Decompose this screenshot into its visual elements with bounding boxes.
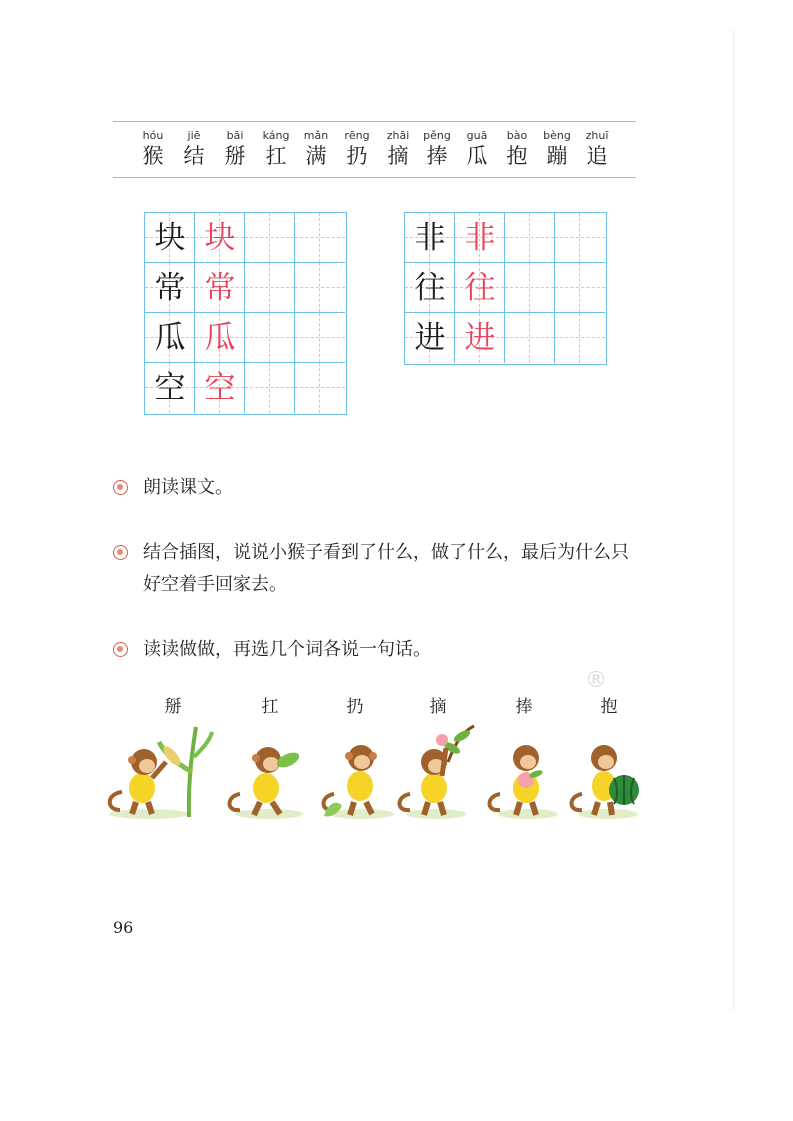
pinyin: pěng <box>423 129 451 142</box>
hanzi: 蹦 <box>546 144 568 168</box>
grid-square <box>245 363 295 413</box>
grid-square <box>555 313 605 363</box>
trace-character: 空 <box>204 370 236 406</box>
hanzi: 追 <box>586 144 608 168</box>
pinyin: bào <box>506 129 528 142</box>
pinyin: zhuī <box>585 129 609 142</box>
pinyin: hóu <box>142 129 164 142</box>
monkey-holding-peach-illustration <box>484 722 569 822</box>
hanzi: 抱 <box>506 144 528 168</box>
trace-character: 常 <box>204 270 236 306</box>
hanzi: 扛 <box>265 144 287 168</box>
flower-bullet-icon <box>113 545 128 560</box>
grid-square <box>195 263 245 313</box>
registered-mark: ® <box>585 668 607 693</box>
exercise-item <box>113 634 653 666</box>
monkey-carrying-corn-illustration <box>224 722 314 822</box>
grid-square <box>195 313 245 363</box>
hanzi: 掰 <box>224 144 246 168</box>
hanzi: 捧 <box>426 144 448 168</box>
char-cell <box>296 122 336 168</box>
model-character: 进 <box>414 320 446 356</box>
grid-square <box>145 313 195 363</box>
writing-grid-left <box>144 212 347 415</box>
grid-square <box>455 263 505 313</box>
grid-square <box>455 313 505 363</box>
grid-square <box>295 263 345 313</box>
char-cell <box>497 122 537 168</box>
trace-character: 往 <box>464 270 496 306</box>
model-character: 瓜 <box>154 320 186 356</box>
grid-square <box>505 213 555 263</box>
grid-square <box>295 313 345 363</box>
new-characters-band <box>113 121 636 178</box>
pinyin: guā <box>466 129 488 142</box>
exercise-item <box>113 537 633 601</box>
grid-square <box>405 313 455 363</box>
char-cell <box>457 122 497 168</box>
char-cell <box>417 122 457 168</box>
monkey-throwing-corn-illustration <box>314 722 404 822</box>
hanzi: 猴 <box>142 144 164 168</box>
grid-square <box>555 213 605 263</box>
char-cell <box>215 122 255 168</box>
monkey-hugging-watermelon-illustration <box>568 722 648 822</box>
char-cell <box>378 122 418 168</box>
char-cell <box>537 122 577 168</box>
verb-label: 摘 <box>429 697 447 717</box>
pinyin: káng <box>262 129 290 142</box>
grid-square <box>145 213 195 263</box>
pinyin: mǎn <box>303 129 329 142</box>
trace-character: 进 <box>464 320 496 356</box>
grid-square <box>555 263 605 313</box>
pinyin: rēng <box>344 129 370 142</box>
flower-bullet-icon <box>113 642 128 657</box>
monkey-picking-peach-illustration <box>396 722 481 822</box>
char-cell <box>174 122 214 168</box>
grid-square <box>405 213 455 263</box>
model-character: 常 <box>154 270 186 306</box>
exercise-item <box>113 472 653 504</box>
grid-square <box>295 363 345 413</box>
grid-square <box>195 213 245 263</box>
trace-character: 瓜 <box>204 320 236 356</box>
verb-label: 扔 <box>346 697 364 717</box>
char-cell <box>133 122 173 168</box>
hanzi: 瓜 <box>466 144 488 168</box>
grid-square <box>145 263 195 313</box>
hanzi: 摘 <box>387 144 409 168</box>
pinyin: zhāi <box>386 129 410 142</box>
hanzi: 扔 <box>346 144 368 168</box>
exercise-text: 朗读课文。 <box>143 477 233 498</box>
verb-label: 掰 <box>164 697 182 717</box>
page-number: 96 <box>113 918 134 937</box>
grid-square <box>245 263 295 313</box>
flower-bullet-icon <box>113 480 128 495</box>
grid-square <box>145 363 195 413</box>
model-character: 往 <box>414 270 446 306</box>
pinyin: bāi <box>226 129 244 142</box>
page-edge-divider <box>733 30 734 1010</box>
char-cell <box>337 122 377 168</box>
grid-square <box>505 263 555 313</box>
grid-square <box>505 313 555 363</box>
char-cell <box>577 122 617 168</box>
hanzi: 满 <box>305 144 327 168</box>
model-character: 非 <box>414 220 446 256</box>
verb-label: 捧 <box>515 697 533 717</box>
grid-square <box>245 313 295 363</box>
grid-square <box>455 213 505 263</box>
model-character: 空 <box>154 370 186 406</box>
pinyin: jiē <box>187 129 201 142</box>
hanzi: 结 <box>183 144 205 168</box>
grid-square <box>405 263 455 313</box>
grid-square <box>245 213 295 263</box>
grid-square <box>195 363 245 413</box>
model-character: 块 <box>154 220 186 256</box>
trace-character: 块 <box>204 220 236 256</box>
verb-label: 抱 <box>600 697 618 717</box>
grid-square <box>295 213 345 263</box>
verb-label: 扛 <box>261 697 279 717</box>
writing-grid-right <box>404 212 607 365</box>
exercise-text: 结合插图，说说小猴子看到了什么，做了什么，最后为什么只好空着手回家去。 <box>143 542 629 595</box>
monkey-breaking-corn-illustration <box>104 722 214 822</box>
pinyin: bèng <box>543 129 571 142</box>
trace-character: 非 <box>464 220 496 256</box>
char-cell <box>256 122 296 168</box>
exercise-text: 读读做做，再选几个词各说一句话。 <box>143 639 431 660</box>
